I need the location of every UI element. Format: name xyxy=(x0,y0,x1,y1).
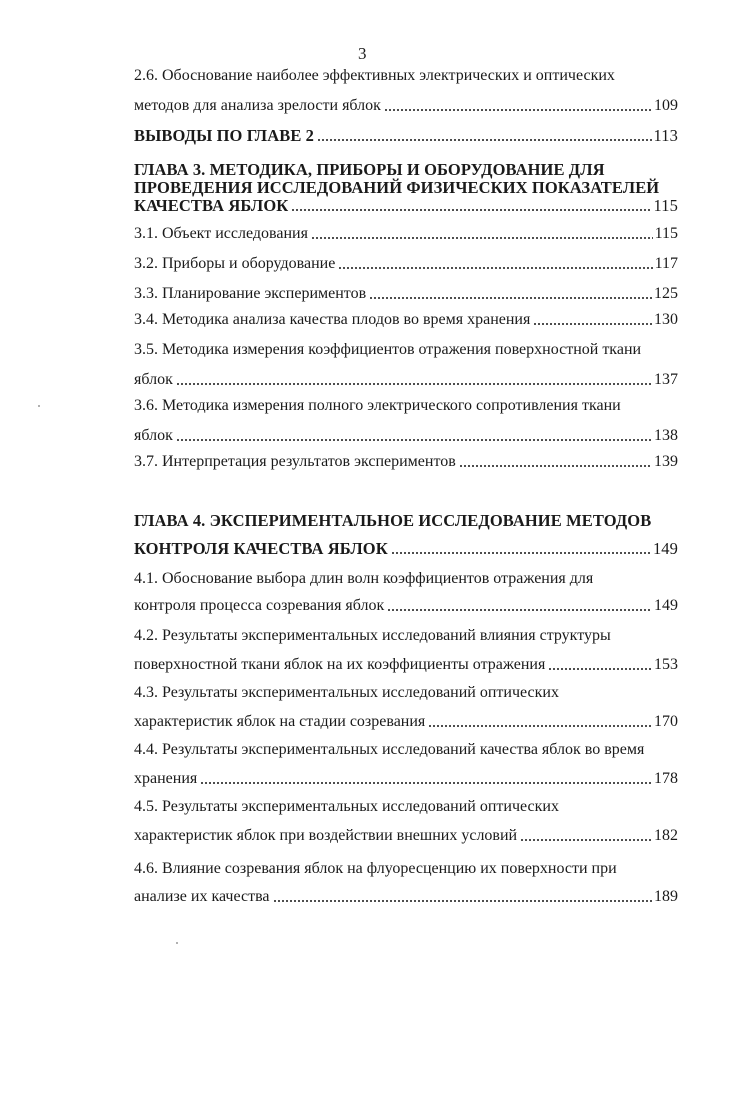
dot-leader xyxy=(428,724,652,728)
dot-leader xyxy=(384,108,652,112)
toc-entry-title: 4.4. Результаты экспериментальных исследований качества яблок во время xyxy=(134,741,645,758)
scan-speck xyxy=(38,405,40,407)
dot-leader xyxy=(459,464,652,468)
toc-entry-title: КАЧЕСТВА ЯБЛОК xyxy=(134,196,289,215)
toc-entry-line[interactable] xyxy=(134,683,678,703)
toc-entry-title: 4.1. Обоснование выбора длин волн коэффициентов отражения для xyxy=(134,570,594,587)
toc-entry-line[interactable] xyxy=(134,569,678,589)
toc-entry-title: 4.5. Результаты экспериментальных исследований оптических xyxy=(134,798,559,815)
toc-page-number: 182 xyxy=(654,827,678,844)
toc-page-number: 149 xyxy=(652,539,678,558)
toc-entry-title: ПРОВЕДЕНИЯ ИССЛЕДОВАНИЙ ФИЗИЧЕСКИХ ПОКАЗАТЕЛЕЙ xyxy=(134,178,660,197)
dot-leader xyxy=(520,838,652,842)
toc-page-number: 138 xyxy=(654,427,678,444)
scan-speck xyxy=(176,942,178,944)
toc-entry-line[interactable] xyxy=(134,126,678,146)
toc-page-number: 178 xyxy=(654,770,678,787)
toc-entry-title: 4.2. Результаты экспериментальных исследований влияния структуры xyxy=(134,627,611,644)
toc-entry-title: КОНТРОЛЯ КАЧЕСТВА ЯБЛОК xyxy=(134,539,388,558)
toc-page-number: 117 xyxy=(654,255,678,272)
dot-leader xyxy=(369,296,652,300)
dot-leader xyxy=(548,667,652,671)
toc-entry-title: 2.6. Обоснование наиболее эффективных электрических и оптических xyxy=(134,67,615,84)
toc-page-number: 170 xyxy=(654,713,678,730)
dot-leader xyxy=(391,551,651,555)
toc-entry-title: хранения xyxy=(134,770,198,787)
toc-page-number: 109 xyxy=(654,97,678,114)
toc-entry-line[interactable] xyxy=(134,826,678,846)
toc-entry-line[interactable] xyxy=(134,284,678,304)
dot-leader xyxy=(273,899,652,903)
toc-entry-line[interactable] xyxy=(134,797,678,817)
toc-page-number: 153 xyxy=(654,656,678,673)
toc-page-number: 113 xyxy=(653,126,678,145)
toc-entry-line[interactable] xyxy=(134,254,678,274)
toc-page-number: 149 xyxy=(654,597,678,614)
toc-entry-line[interactable] xyxy=(134,887,678,907)
toc-entry-title: методов для анализа зрелости яблок xyxy=(134,97,381,114)
toc-entry-title: яблок xyxy=(134,427,173,444)
dot-leader xyxy=(176,438,652,442)
toc-entry-line[interactable] xyxy=(134,626,678,646)
toc-entry-line[interactable] xyxy=(134,66,678,86)
toc-entry-line[interactable] xyxy=(134,340,678,360)
toc-entry-line[interactable] xyxy=(134,310,678,330)
toc-page-number: 137 xyxy=(654,371,678,388)
toc-entry-line[interactable] xyxy=(134,396,678,416)
toc-entry-line[interactable] xyxy=(134,160,678,180)
dot-leader xyxy=(338,266,652,270)
toc-page-number: 130 xyxy=(654,311,678,328)
toc-entry-title: ВЫВОДЫ ПО ГЛАВЕ 2 xyxy=(134,126,315,145)
dot-leader xyxy=(176,382,652,386)
toc-entry-title: 3.3. Планирование экспериментов xyxy=(134,285,367,302)
toc-entry-line[interactable] xyxy=(134,178,678,198)
toc-page-number: 115 xyxy=(654,225,678,242)
toc-entry-title: 3.2. Приборы и оборудование xyxy=(134,255,336,272)
toc-entry-line[interactable] xyxy=(134,511,678,531)
toc-entry-title: контроля процесса созревания яблок xyxy=(134,597,385,614)
dot-leader xyxy=(200,781,652,785)
toc-entry-title: яблок xyxy=(134,371,173,388)
toc-entry-title: характеристик яблок при воздействии внешних условий xyxy=(134,827,518,844)
toc-entry-line[interactable] xyxy=(134,426,678,446)
toc-entry-title: 3.6. Методика измерения полного электрического сопротивления ткани xyxy=(134,397,621,414)
dot-leader xyxy=(533,322,652,326)
toc-entry-line[interactable] xyxy=(134,596,678,616)
toc-entry-title: ГЛАВА 3. МЕТОДИКА, ПРИБОРЫ И ОБОРУДОВАНИЕ ДЛЯ xyxy=(134,160,605,179)
toc-entry-title: ГЛАВА 4. ЭКСПЕРИМЕНТАЛЬНОЕ ИССЛЕДОВАНИЕ МЕТОДОВ xyxy=(134,511,652,530)
toc-entry-line[interactable] xyxy=(134,196,678,216)
toc-entry-line[interactable] xyxy=(134,539,678,559)
page-number: 3 xyxy=(358,44,367,63)
toc-entry-line[interactable] xyxy=(134,859,678,879)
toc-entry-line[interactable] xyxy=(134,452,678,472)
toc-page-number: 139 xyxy=(654,453,678,470)
toc-entry-line[interactable] xyxy=(134,712,678,732)
dot-leader xyxy=(311,236,653,240)
toc-entry-line[interactable] xyxy=(134,224,678,244)
toc-entry-line[interactable] xyxy=(134,740,678,760)
dot-leader xyxy=(317,138,652,142)
dot-leader xyxy=(387,608,652,612)
toc-entry-title: характеристик яблок на стадии созревания xyxy=(134,713,426,730)
dot-leader xyxy=(291,208,651,212)
toc-entry-title: поверхностной ткани яблок на их коэффициенты отражения xyxy=(134,656,546,673)
toc-entry-line[interactable] xyxy=(134,655,678,675)
toc-page-number: 115 xyxy=(653,196,678,215)
toc-entry-title: 3.1. Объект исследования xyxy=(134,225,308,242)
toc-entry-line[interactable] xyxy=(134,370,678,390)
toc-entry-title: 3.4. Методика анализа качества плодов во время хранения xyxy=(134,311,531,328)
toc-entry-line[interactable] xyxy=(134,96,678,116)
toc-page-number: 189 xyxy=(654,888,678,905)
toc-page-number: 125 xyxy=(654,285,678,302)
toc-entry-title: 3.7. Интерпретация результатов экспериментов xyxy=(134,453,456,470)
toc-entry-title: 3.5. Методика измерения коэффициентов отражения поверхностной ткани xyxy=(134,341,642,358)
toc-entry-line[interactable] xyxy=(134,769,678,789)
toc-entry-title: 4.3. Результаты экспериментальных исследований оптических xyxy=(134,684,559,701)
toc-entry-title: 4.6. Влияние созревания яблок на флуоресценцию их поверхности при xyxy=(134,860,617,877)
toc-entry-title: анализе их качества xyxy=(134,888,270,905)
